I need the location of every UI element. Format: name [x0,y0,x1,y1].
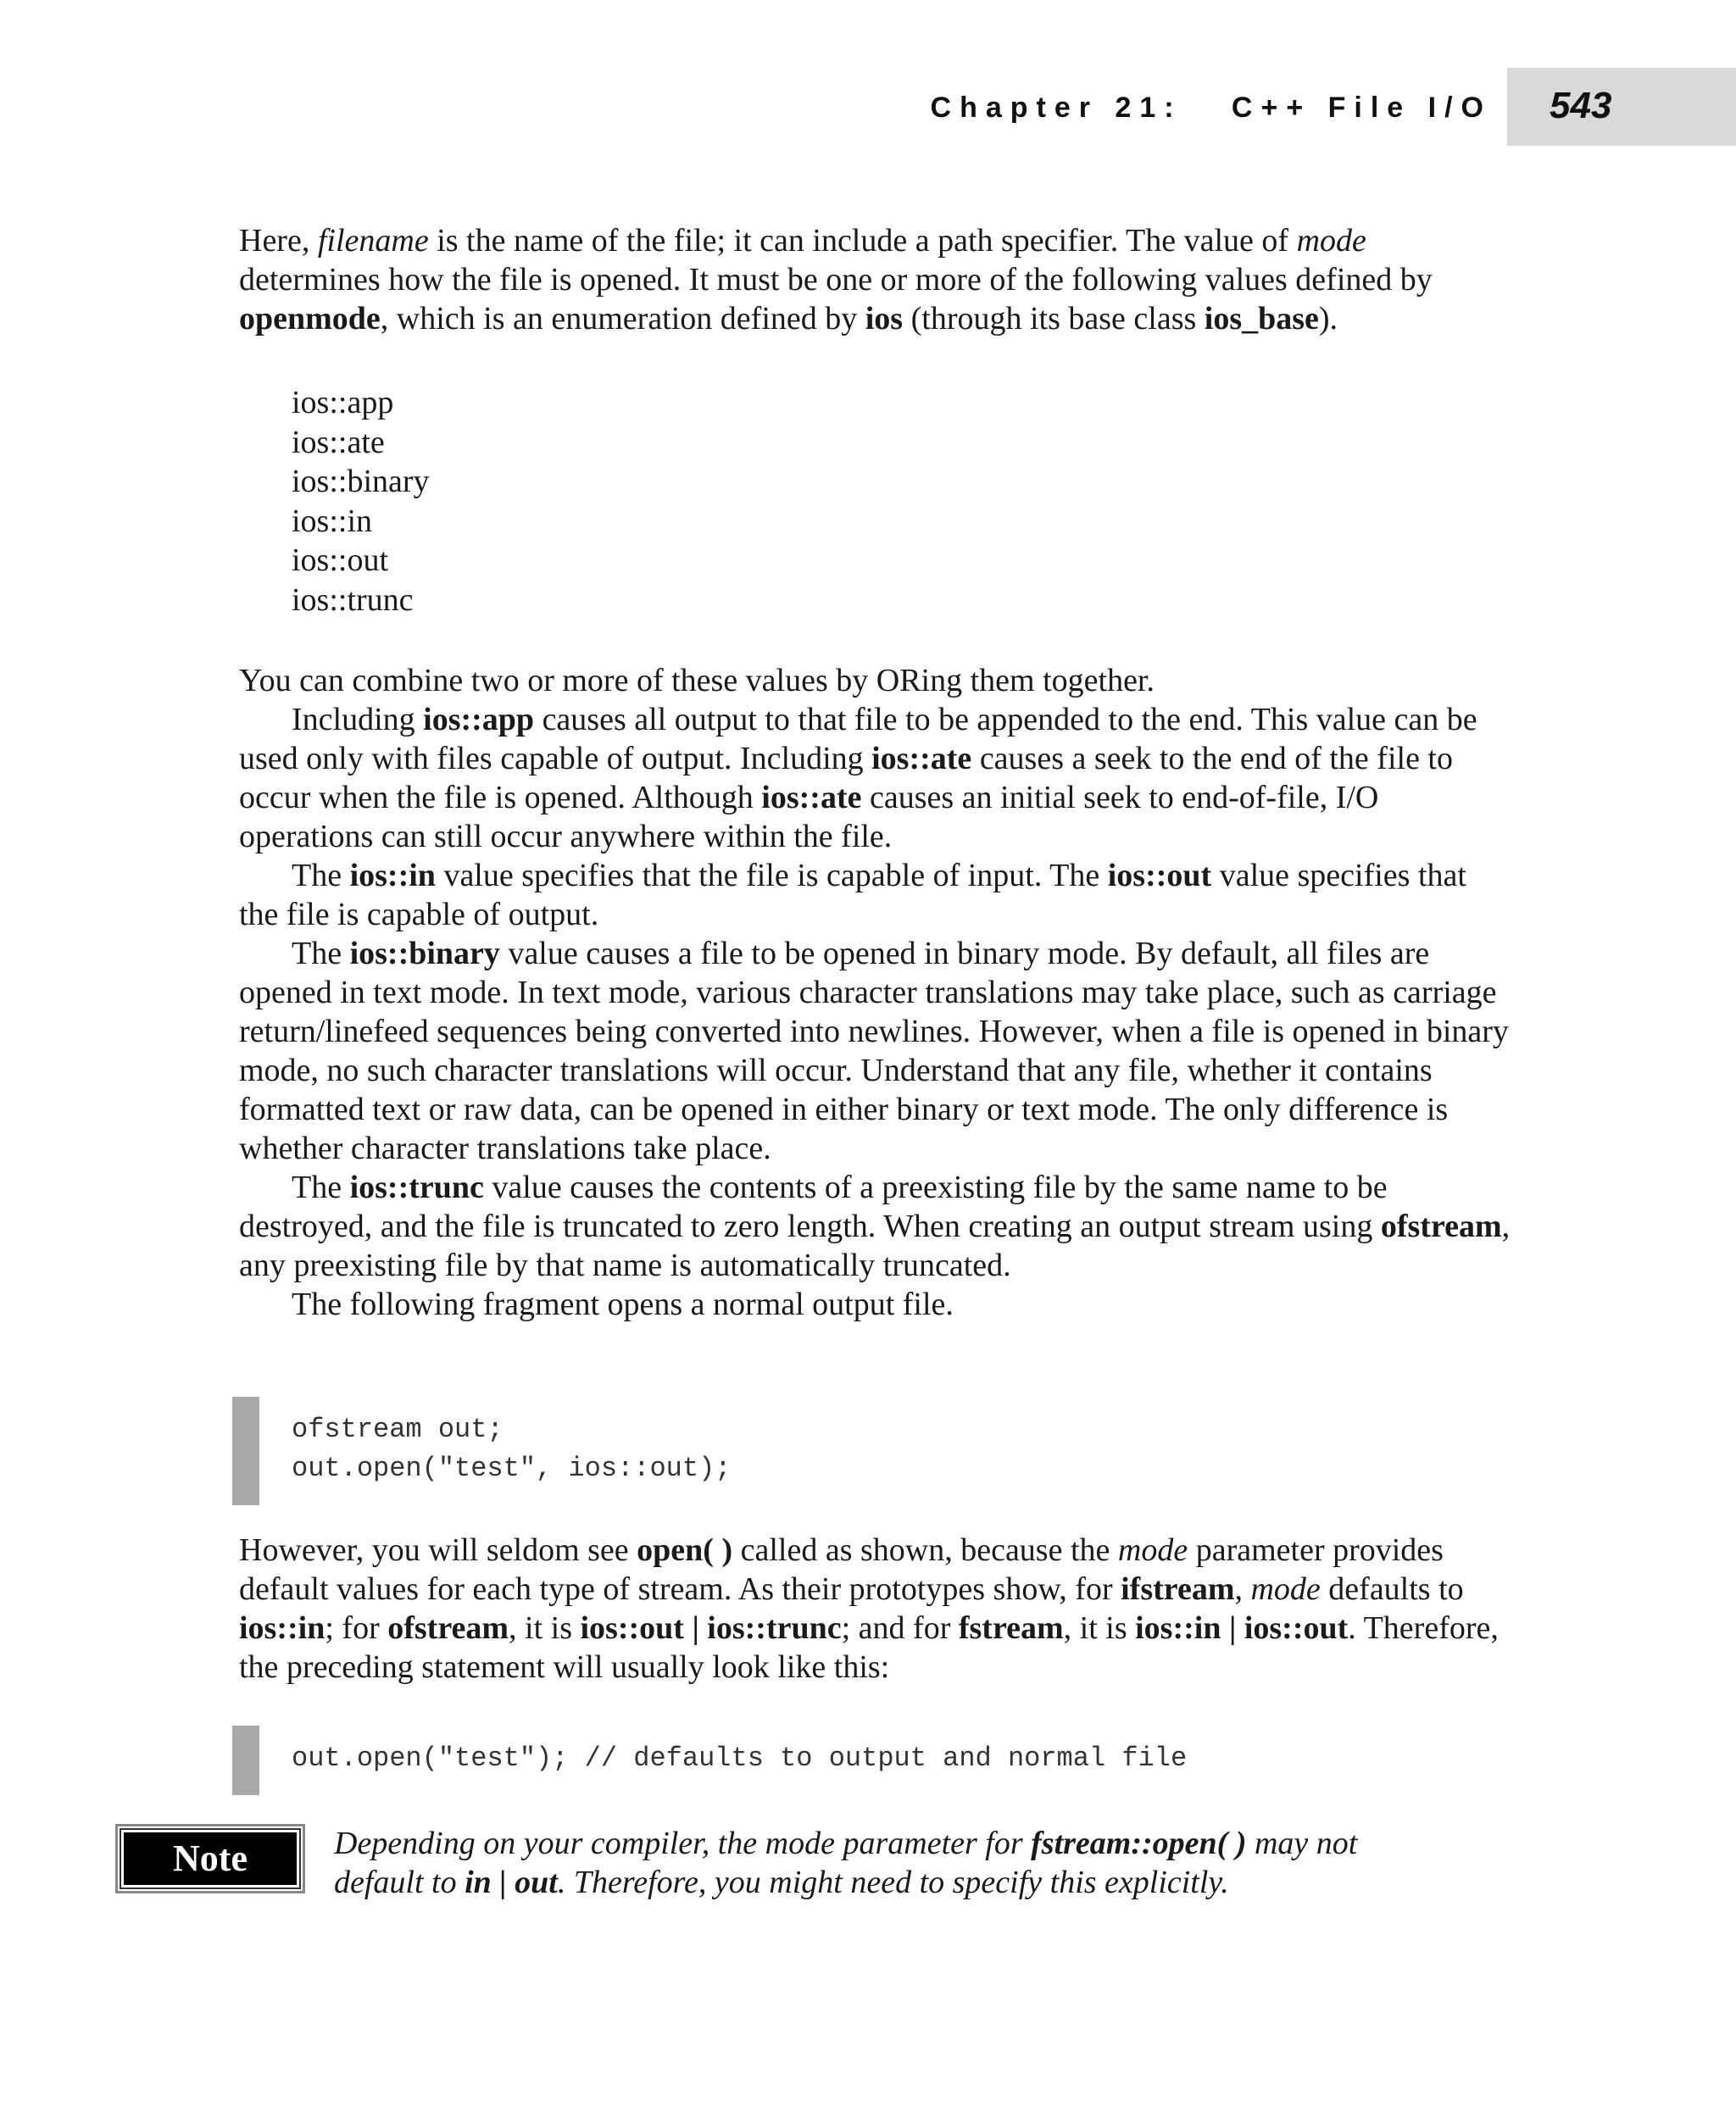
openmode-list [292,383,430,620]
list-item: ios::binary [292,464,430,499]
paragraph-binary: The ios::binary value causes a file to be opened in binary mode. By default, all files are opened in text mode. In text mode, various character translations may take place, such as carriage return/linefeed sequences being converted into newlines. However, when a file is opened in binary mode, no such character translations will occur. Understand that any file, whether it contains formatted text or raw data, can be opened in either binary or text mode. The only difference is whether character translations take place. [239,936,1509,1166]
note-label: Note [121,1830,299,1887]
code-block-open [232,1397,731,1505]
code-listing: ofstream out; out.open("test", ios::out); [292,1414,732,1484]
paragraph-fragment: The following fragment opens a normal output file. [292,1287,954,1322]
body-text [239,661,1511,1324]
list-item: ios::out [292,542,389,578]
paragraph-defaults: However, you will seldom see open( ) called as shown, because the mode parameter provides default values for each type of stream. As their prototypes show, for ifstream, mode defaults to ios::in; for ofstream, it is ios::out | ios::trunc; and for fstream, it is ios::in | ios::out. Therefore, the preceding statement will usually look like this: [239,1532,1499,1685]
code-block-default-open [232,1726,1187,1795]
page-number-box [1507,68,1736,146]
term-mode: mode [1296,223,1366,259]
list-item: ios::trunc [292,581,414,618]
paragraph-combine: You can combine two or more of these values by ORing them together. [239,663,1155,698]
code-listing: out.open("test"); // defaults to output and normal file [292,1743,1188,1774]
list-item: ios::ate [292,424,385,460]
note-badge [115,1824,305,1893]
running-head: Chapter 21: C++ File I/O [930,92,1492,124]
term-ios: ios [865,301,904,336]
page-number: 543 [1550,85,1612,126]
intro-paragraph: Here, filename is the name of the file; it can include a path specifier. The value of mode determines how the file is opened. It must be one or more of the following values defined by openmode, which is an enumeration defined by ios (through its base class ios_base). [239,223,1433,336]
paragraph-app: Including ios::app causes all output to that file to be appended to the end. This value can be used only with files capable of output. Including ios::ate causes a seek to the end of the file to occur when the file is opened. Although ios::ate causes an initial seek to end-of-file, I/O operations can still occur anywhere within the file. [239,702,1477,854]
term-openmode: openmode [239,301,381,336]
term-filename: filename [317,223,429,259]
note-text: Depending on your compiler, the mode parameter for fstream::open( ) may not default to in | out. Therefore, you might need to specify this explicitly. [334,1826,1358,1900]
paragraph-trunc: The ios::trunc value causes the contents of a preexisting file by the same name to be destroyed, and the file is truncated to zero length. When creating an output stream using ofstream, any preexisting file by that name is automatically truncated. [239,1170,1511,1283]
term-ios-base: ios_base [1204,301,1319,336]
paragraph-in-out: The ios::in value specifies that the file is capable of input. The ios::out value specifies that the file is capable of output. [239,858,1466,932]
list-item: ios::in [292,503,373,539]
list-item: ios::app [292,385,394,420]
